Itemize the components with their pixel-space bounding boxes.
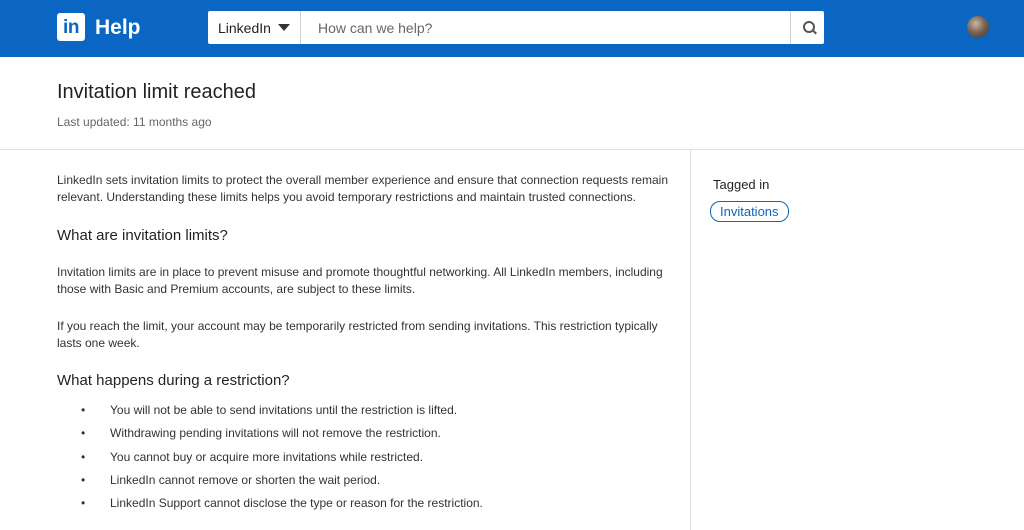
bullet-icon: • [81, 472, 86, 487]
restriction-list [57, 402, 672, 518]
search-button[interactable] [790, 11, 824, 44]
tagged-in-label: Tagged in [713, 177, 770, 192]
list-item: • You will not be able to send invitations until the restriction is lifted. [81, 403, 458, 417]
tag-invitations[interactable]: Invitations [710, 201, 789, 222]
search-bar [208, 11, 824, 44]
linkedin-logo[interactable]: in [57, 13, 85, 41]
section-heading-restriction: What happens during a restriction? [57, 372, 290, 389]
section-heading-limits: What are invitation limits? [57, 227, 228, 244]
search-icon-handle [812, 30, 817, 35]
caret-down-icon [278, 24, 290, 31]
intro-paragraph: LinkedIn sets invitation limits to protect the overall member experience and ensure that connection requests remain relevant. Understanding these limits helps you avoid temporary restrictions and maintain trusted connections. [57, 173, 668, 204]
bullet-icon: • [81, 449, 86, 464]
product-dropdown-value: LinkedIn [218, 20, 271, 36]
list-item: • LinkedIn cannot remove or shorten the wait period. [81, 472, 381, 487]
last-updated-text: Last updated: 11 months ago [57, 115, 212, 129]
limits-paragraph-2: If you reach the limit, your account may be temporarily restricted from sending invitations. This restriction typically lasts one week. [57, 319, 658, 350]
page-title: Invitation limit reached [57, 81, 256, 103]
article-header [0, 57, 1024, 150]
product-dropdown[interactable] [208, 11, 301, 44]
content-divider [690, 150, 691, 530]
top-navigation-bar [0, 0, 1024, 57]
limits-paragraph-1: Invitation limits are in place to prevent misuse and promote thoughtful networking. All LinkedIn members, including those with Basic and Premium accounts, are subject to these limits. [57, 265, 663, 296]
list-item: • Withdrawing pending invitations will not remove the restriction. [81, 426, 441, 441]
avatar[interactable] [967, 16, 989, 38]
help-home-link[interactable]: Help [95, 16, 141, 39]
bullet-icon: • [81, 426, 86, 441]
list-item: • LinkedIn Support cannot disclose the type or reason for the restriction. [81, 496, 483, 511]
list-item: • You cannot buy or acquire more invitations while restricted. [81, 449, 424, 464]
search-input[interactable] [308, 15, 788, 40]
bullet-icon: • [81, 403, 86, 417]
bullet-icon: • [81, 496, 86, 511]
